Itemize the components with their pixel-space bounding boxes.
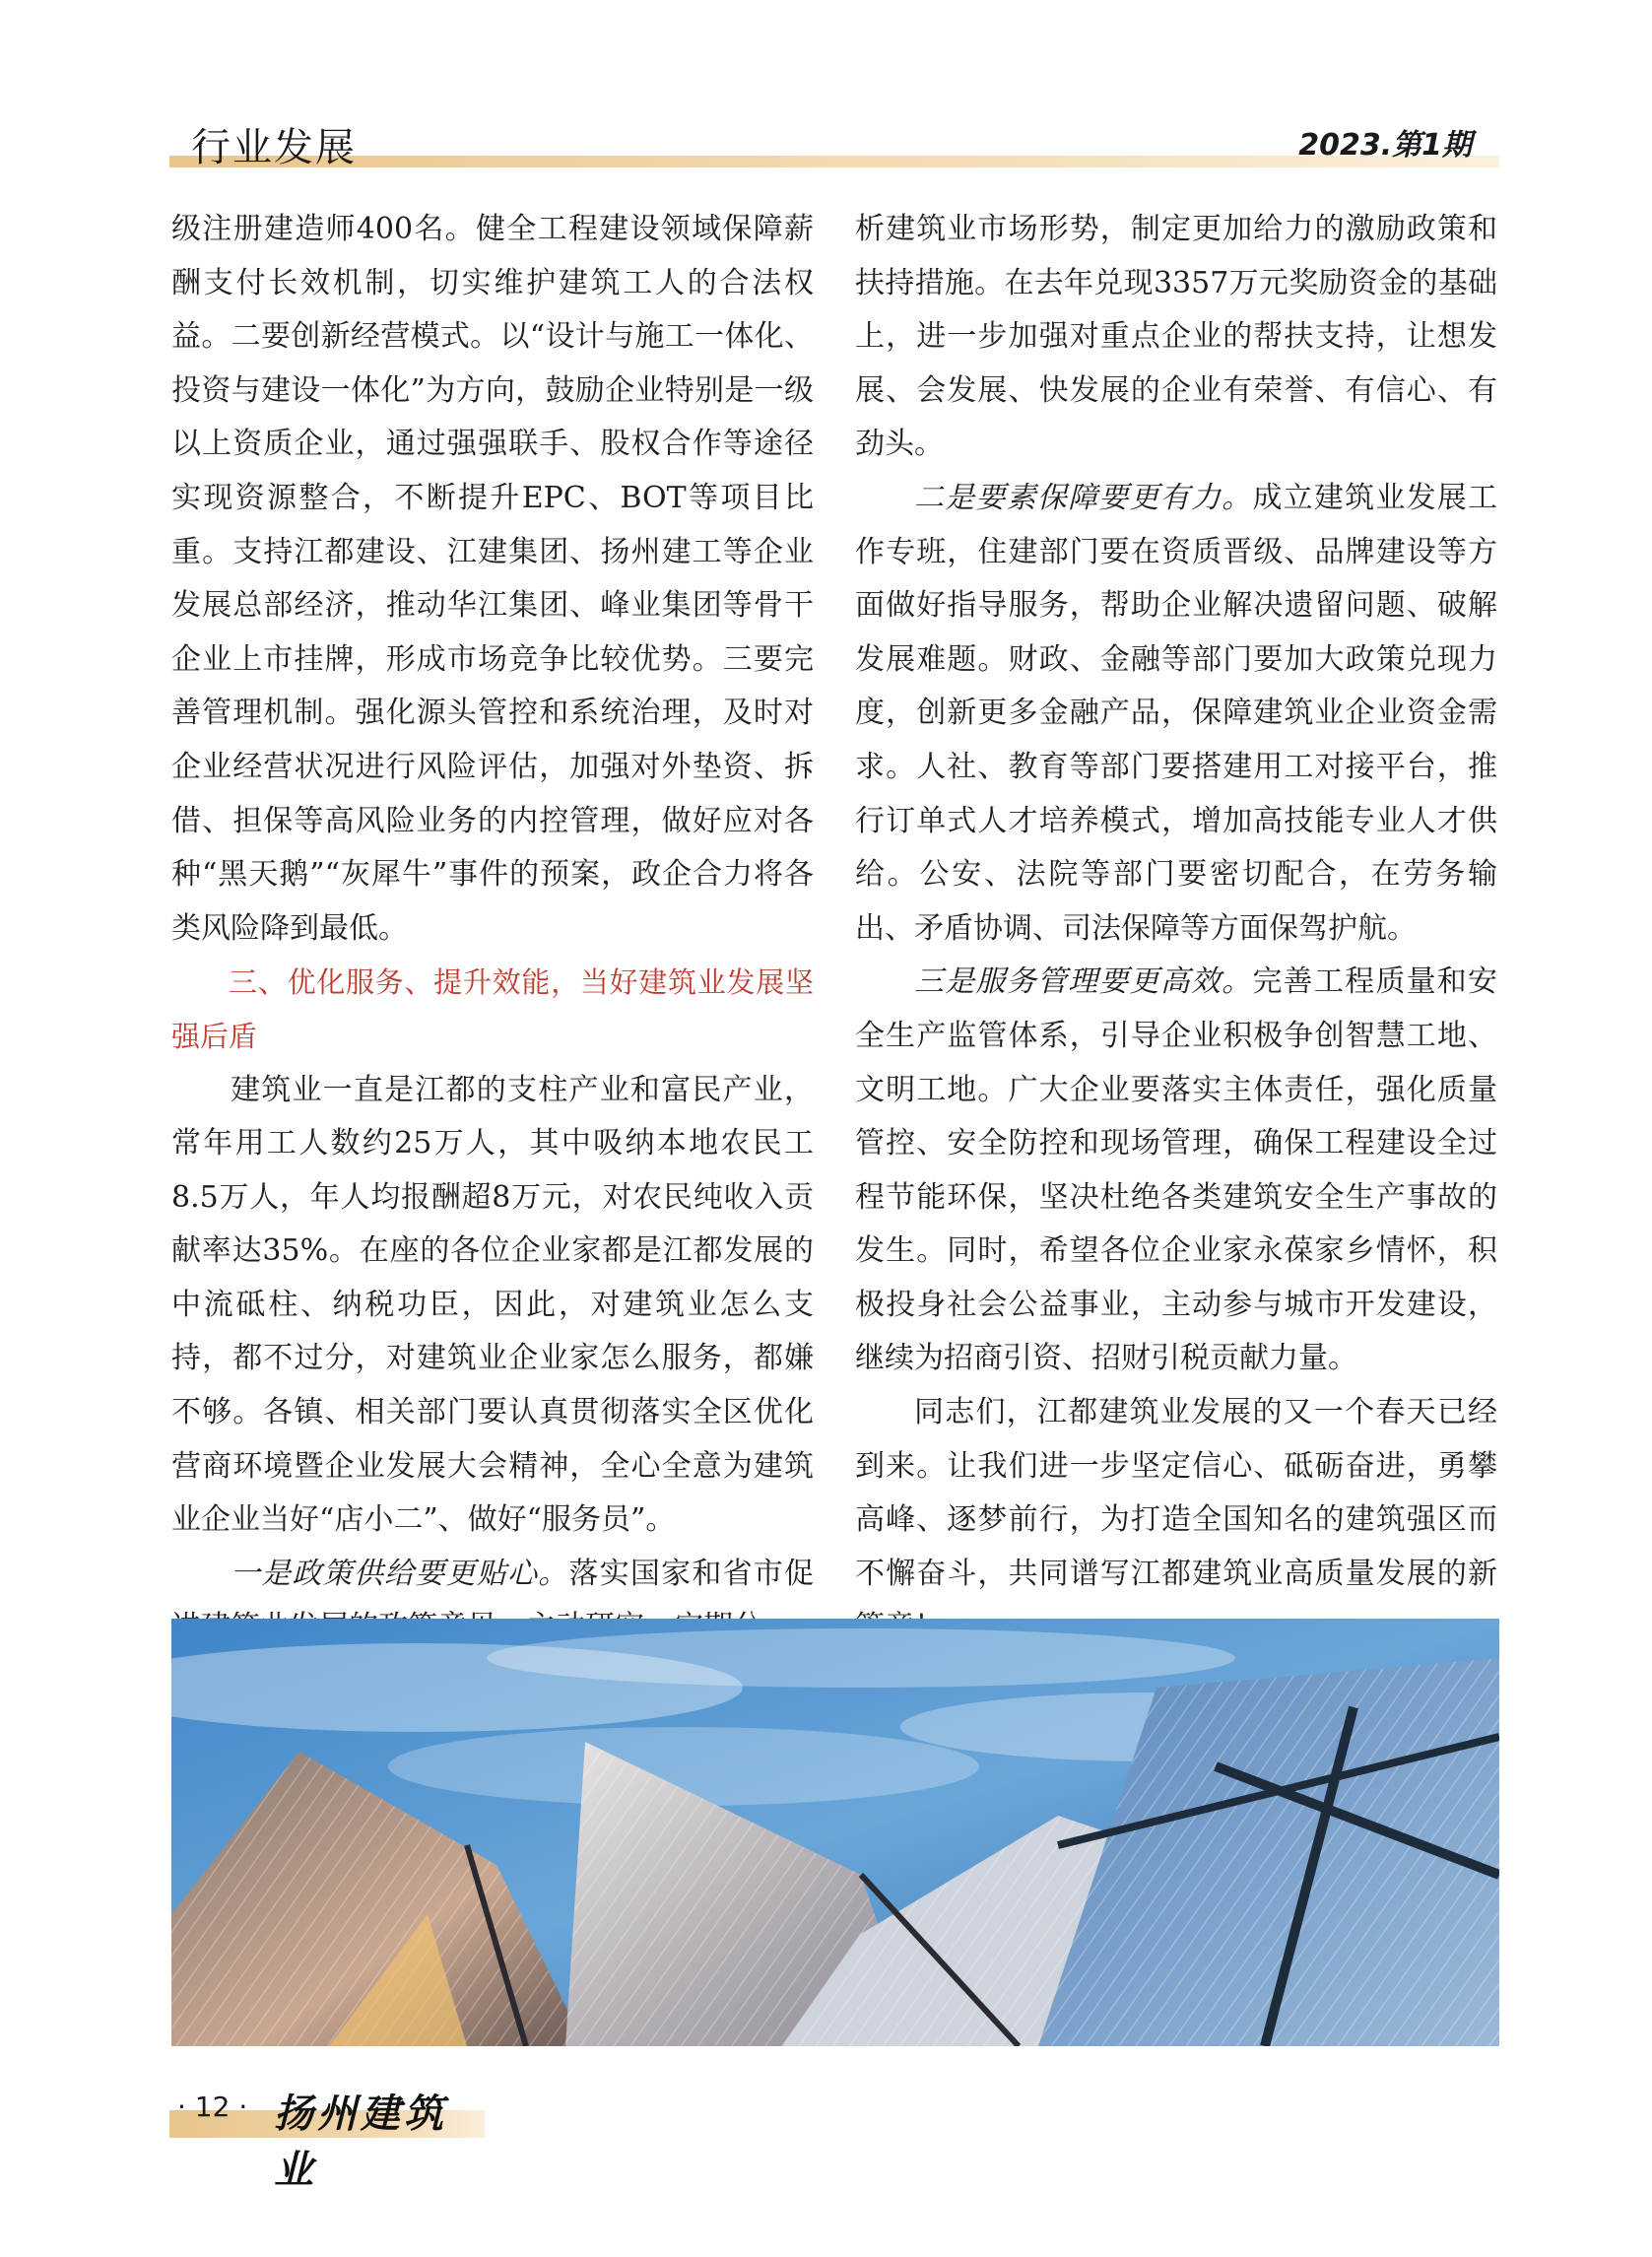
- right-paragraph: [855, 472, 1497, 956]
- left-section-heading: 三、优化服务、提升效能，当好建筑业发展坚强后盾: [171, 965, 814, 1053]
- left-text-column: [171, 203, 814, 1655]
- paragraph-lead: 三是服务管理要更高效。: [914, 964, 1253, 1000]
- building-illustration: [171, 1619, 1499, 2046]
- paragraph-body: 落实国家和省市促: [568, 1556, 815, 1591]
- paragraph-lead: 一是政策供给要更贴心。: [231, 1556, 569, 1591]
- left-paragraph: 级注册建造师400名。健全工程建设领域保障薪酬支付长效机制，切实维护建筑工人的合法权益。二要创新经营模式。以“设计与施工一体化、投资与建设一体化”为方向，鼓励企业特别是一级以上资质企业，通过强强联手、股权合作等途径实现资源整合，不断提升EPC、BOT等项目比重。支持江都建设、江建集团、扬州建工等企业发展总部经济，推动华江集团、峰业集团等骨干企业上市挂牌，形成市场竞争比较优势。三要完善管理机制。强化源头管控和系统治理，及时对企业经营状况进行风险评估，加强对外垫资、拆借、担保等高风险业务的内控管理，做好应对各种“黑天鹅”“灰犀牛”事件的预案，政企合力将各类风险降到最低。: [171, 212, 814, 946]
- right-text-column: [855, 203, 1497, 1655]
- right-paragraph: [855, 956, 1497, 1386]
- architecture-photo: [171, 1619, 1499, 2046]
- right-paragraph: 同志们，江都建筑业发展的又一个春天已经到来。让我们进一步坚定信心、砥砺奋进，勇攀高峰、逐梦前行，为打造全国知名的建筑强区而不懈奋斗，共同谱写江都建筑业高质量发展的新: [855, 1395, 1497, 1591]
- paragraph-lead: 二是要素保障要更有力。: [914, 480, 1253, 515]
- page-number: · 12 ·: [177, 2091, 248, 2123]
- paragraph-body: 完善工程质量和安全生产监管体系，引导企业积极争创智慧工地、文明工地。广大企业要落实主体责任，强化质量管控、安全防控和现场管理，确保工程建设全过程节能环保，坚决杜绝各类建筑安全生产事故的发生。同时，希望各位企业家永葆家乡情怀，积极投身社会公益事业，主动参与城市开发建设，继续为招商引资、招财引税贡献力量。: [855, 964, 1498, 1376]
- paragraph-body: 成立建筑业发展工作专班，住建部门要在资质晋级、品牌建设等方面做好指导服务，帮助企业解决遗留问题、破解发展难题。财政、金融等部门要加大政策兑现力度，创新更多金融产品，保障建筑业企业资金需求。人社、教育等部门要搭建用工对接平台，推行订单式人才培养模式，增加高技能专业人才供给。公安、法院等部门要密切配合，在劳务输出、矛盾协调、司法保障等方面保驾护航。: [855, 480, 1498, 946]
- issue-number: 2023.第1期: [1298, 128, 1472, 163]
- left-paragraph: 建筑业一直是江都的支柱产业和富民产业，常年用工人数约25万人，其中吸纳本地农民工8.5万人，年人均报酬超8万元，对农民纯收入贡献率达35%。在座的各位企业家都是江都发展的中流砥柱、纳税功臣，因此，对建筑业怎么支持，都不过分，对建筑业企业家怎么服务，都嫌不够。各镇、相关部门要认真贯彻落实全区优化营商环境暨企业发展大会精神，全心全意为建筑业企业当好“店小二”、做好“服务员”。: [171, 1072, 814, 1538]
- section-title: 行业发展: [191, 125, 357, 170]
- running-footer: [169, 2079, 485, 2193]
- running-header: [169, 116, 1499, 170]
- magazine-logo: 扬州建筑业: [274, 2091, 447, 2193]
- right-paragraph: 析建筑业市场形势，制定更加给力的激励政策和扶持措施。在去年兑现3357万元奖励资金的基础上，进一步加强对重点企业的帮扶支持，让想发展、会发展、快发展的企业有荣誉、有信心、有劲头。: [855, 212, 1497, 462]
